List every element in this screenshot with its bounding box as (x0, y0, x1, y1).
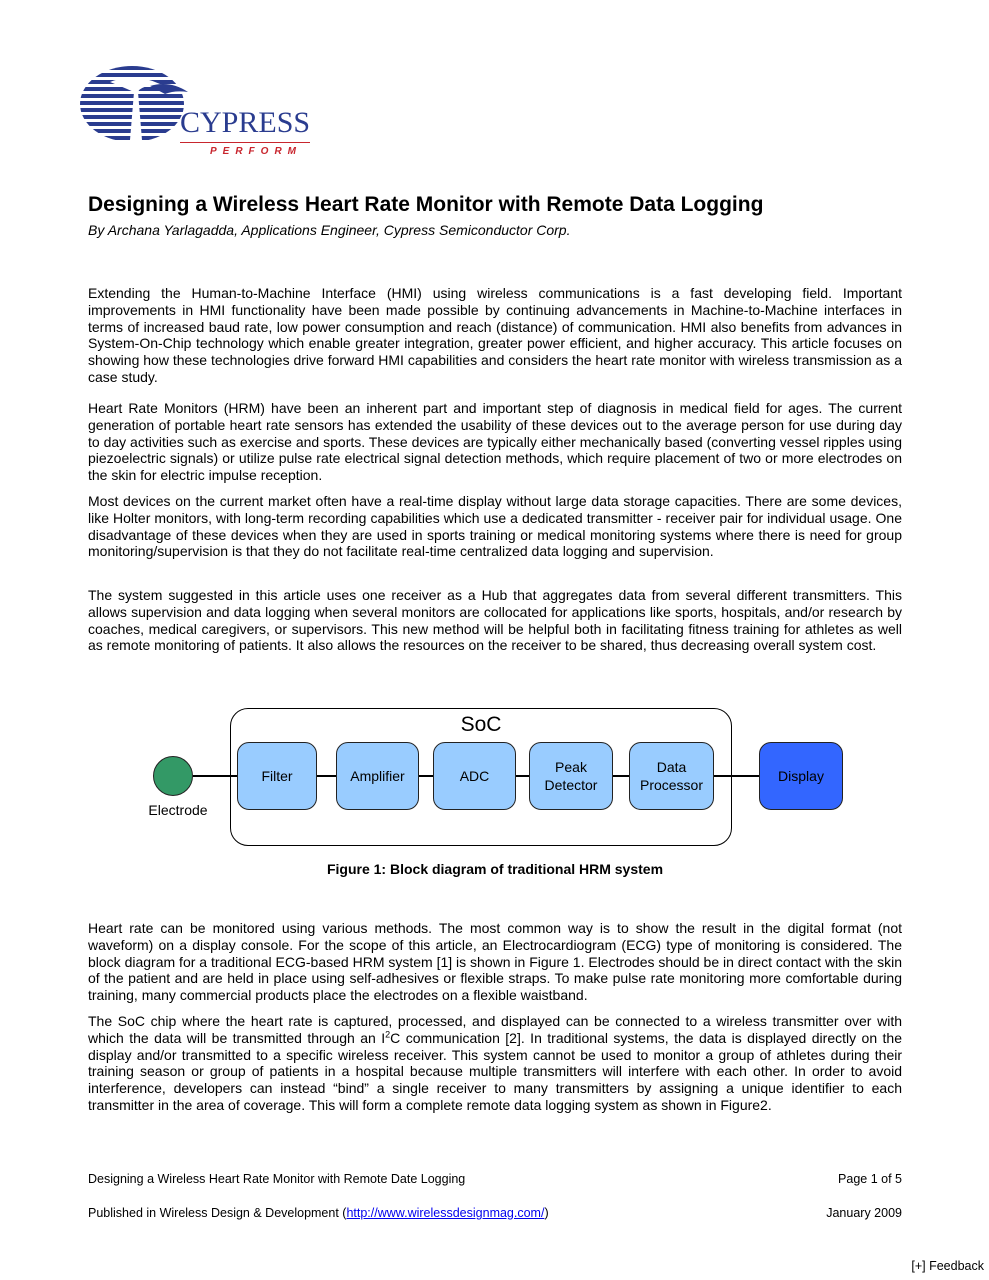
figure-1-block-diagram (140, 700, 860, 860)
paragraph-6-part1: The SoC chip where the heart rate is captured, processed, and displayed can be connected to a wireless transmitter over with which the data will be transmitted through an I (88, 1013, 902, 1046)
footer-page-number: Page 1 of 5 (838, 1172, 902, 1186)
connector-peak-processor (612, 775, 630, 777)
paragraph-6-part2: C communication [2]. In traditional systems, the data is displayed directly on the display and/or transmitted to a specific wireless receiver. This system cannot be used to monitor a group of athletes during their training season or group of patients in a hospital because multiple transmitters will interfere with each other. In order to avoid interference, developers can instead “bind” a single receiver to many transmitters by assigning a unique identifier to each transmitter in the area of coverage. This will form a complete remote data logging system as shown in Figure2. (88, 1029, 902, 1113)
connector-electrode-filter (193, 775, 237, 777)
footer-published-link[interactable]: http://www.wirelessdesignmag.com/ (346, 1206, 545, 1220)
paragraph-3: Most devices on the current market often have a real-time display without large data storage capacities. There are some devices, like Holter monitors, with long-term recording capabilities which use a dedicated transmitter - receiver pair for individual usage. One disadvantage of these devices when they are used in sports training or medical monitoring systems where there is need for group monitoring/supervision is that they do not facilitate real-time centralized data logging and supervision. (88, 493, 902, 560)
connector-filter-amplifier (316, 775, 336, 777)
article-title: Designing a Wireless Heart Rate Monitor with Remote Data Logging (88, 193, 764, 216)
logo-divider (180, 142, 310, 143)
perform-tagline: PERFORM (210, 146, 302, 157)
footer-published (88, 1206, 549, 1220)
paragraph-2: Heart Rate Monitors (HRM) have been an inherent part and important step of diagnosis in medical field for ages. The current generation of portable heart rate sensors has extended the usability of these devices out to the average person for use during day to day activities such as exercise and sports. These devices are typically either mechanically based (converting vessel ripples using piezoelectric signals) or utilize pulse rate electrical signal detection methods, which require placement of two or more electrodes on the skin for electric impulse reception. (88, 400, 902, 484)
cypress-globe-icon (80, 62, 190, 152)
cypress-logo (80, 62, 315, 160)
feedback-link[interactable]: [+] Feedback (911, 1259, 984, 1273)
block-amplifier: Amplifier (336, 742, 419, 810)
paragraph-1: Extending the Human-to-Machine Interface (HMI) using wireless communications is a fast developing field. Important improvements in HMI functionality have been made possible by continuing advancements in Machine-to-Machine interfaces in terms of increased baud rate, low power consumption and reach (distance) of communication. HMI also benefits from advances in System-On-Chip technology which enable greater integration, greater power efficient, and higher accuracy. This article focuses on showing how these technologies drive forward HMI capabilities and considers the heart rate monitor with wireless transmission as a case study. (88, 285, 902, 385)
block-filter: Filter (237, 742, 317, 810)
cypress-wordmark: CYPRESS (180, 106, 311, 139)
block-adc: ADC (433, 742, 516, 810)
footer-date: January 2009 (826, 1206, 902, 1220)
figure-1-caption: Figure 1: Block diagram of traditional HRM system (326, 861, 664, 877)
block-display: Display (759, 742, 843, 810)
paragraph-6 (88, 1013, 902, 1114)
paragraph-6-superscript: 2 (385, 1029, 391, 1040)
connector-processor-display (713, 775, 759, 777)
electrode-label: Electrode (148, 802, 208, 818)
connector-amplifier-adc (418, 775, 434, 777)
article-byline: By Archana Yarlagadda, Applications Engineer, Cypress Semiconductor Corp. (88, 222, 571, 238)
block-peak-detector: Peak Detector (529, 742, 613, 810)
paragraph-4: The system suggested in this article uses one receiver as a Hub that aggregates data from several different transmitters. This allows supervision and data logging when several monitors are collocated for applications like sports, hospitals, and/or research by coaches, medical caregivers, or supervisors. This new method will be helpful both in facilitating fitness training for athletes as well as remote monitoring of patients. It also allows the resources on the receiver to be shared, thus decreasing overall system cost. (88, 587, 902, 654)
paragraph-5: Heart rate can be monitored using various methods. The most common way is to show the result in the digital format (not waveform) on a display console. For the scope of this article, an Electrocardiogram (ECG) type of monitoring is considered. The block diagram for a traditional ECG-based HRM system [1] is shown in Figure 1. Electrodes should be in direct contact with the skin of the patient and are held in place using self-adhesives or flexible straps. To make pulse rate monitoring more comfortable during training, many commercial products place the electrodes on a flexible waistband. (88, 920, 902, 1004)
block-data-processor: Data Processor (629, 742, 714, 810)
electrode-node (153, 756, 193, 796)
connector-adc-peak (515, 775, 530, 777)
soc-label: SoC (460, 713, 502, 736)
footer-doc-title: Designing a Wireless Heart Rate Monitor with Remote Date Logging (88, 1172, 466, 1186)
footer-published-prefix: Published in Wireless Design & Development ( (88, 1206, 347, 1220)
footer-published-suffix: ) (544, 1206, 549, 1220)
